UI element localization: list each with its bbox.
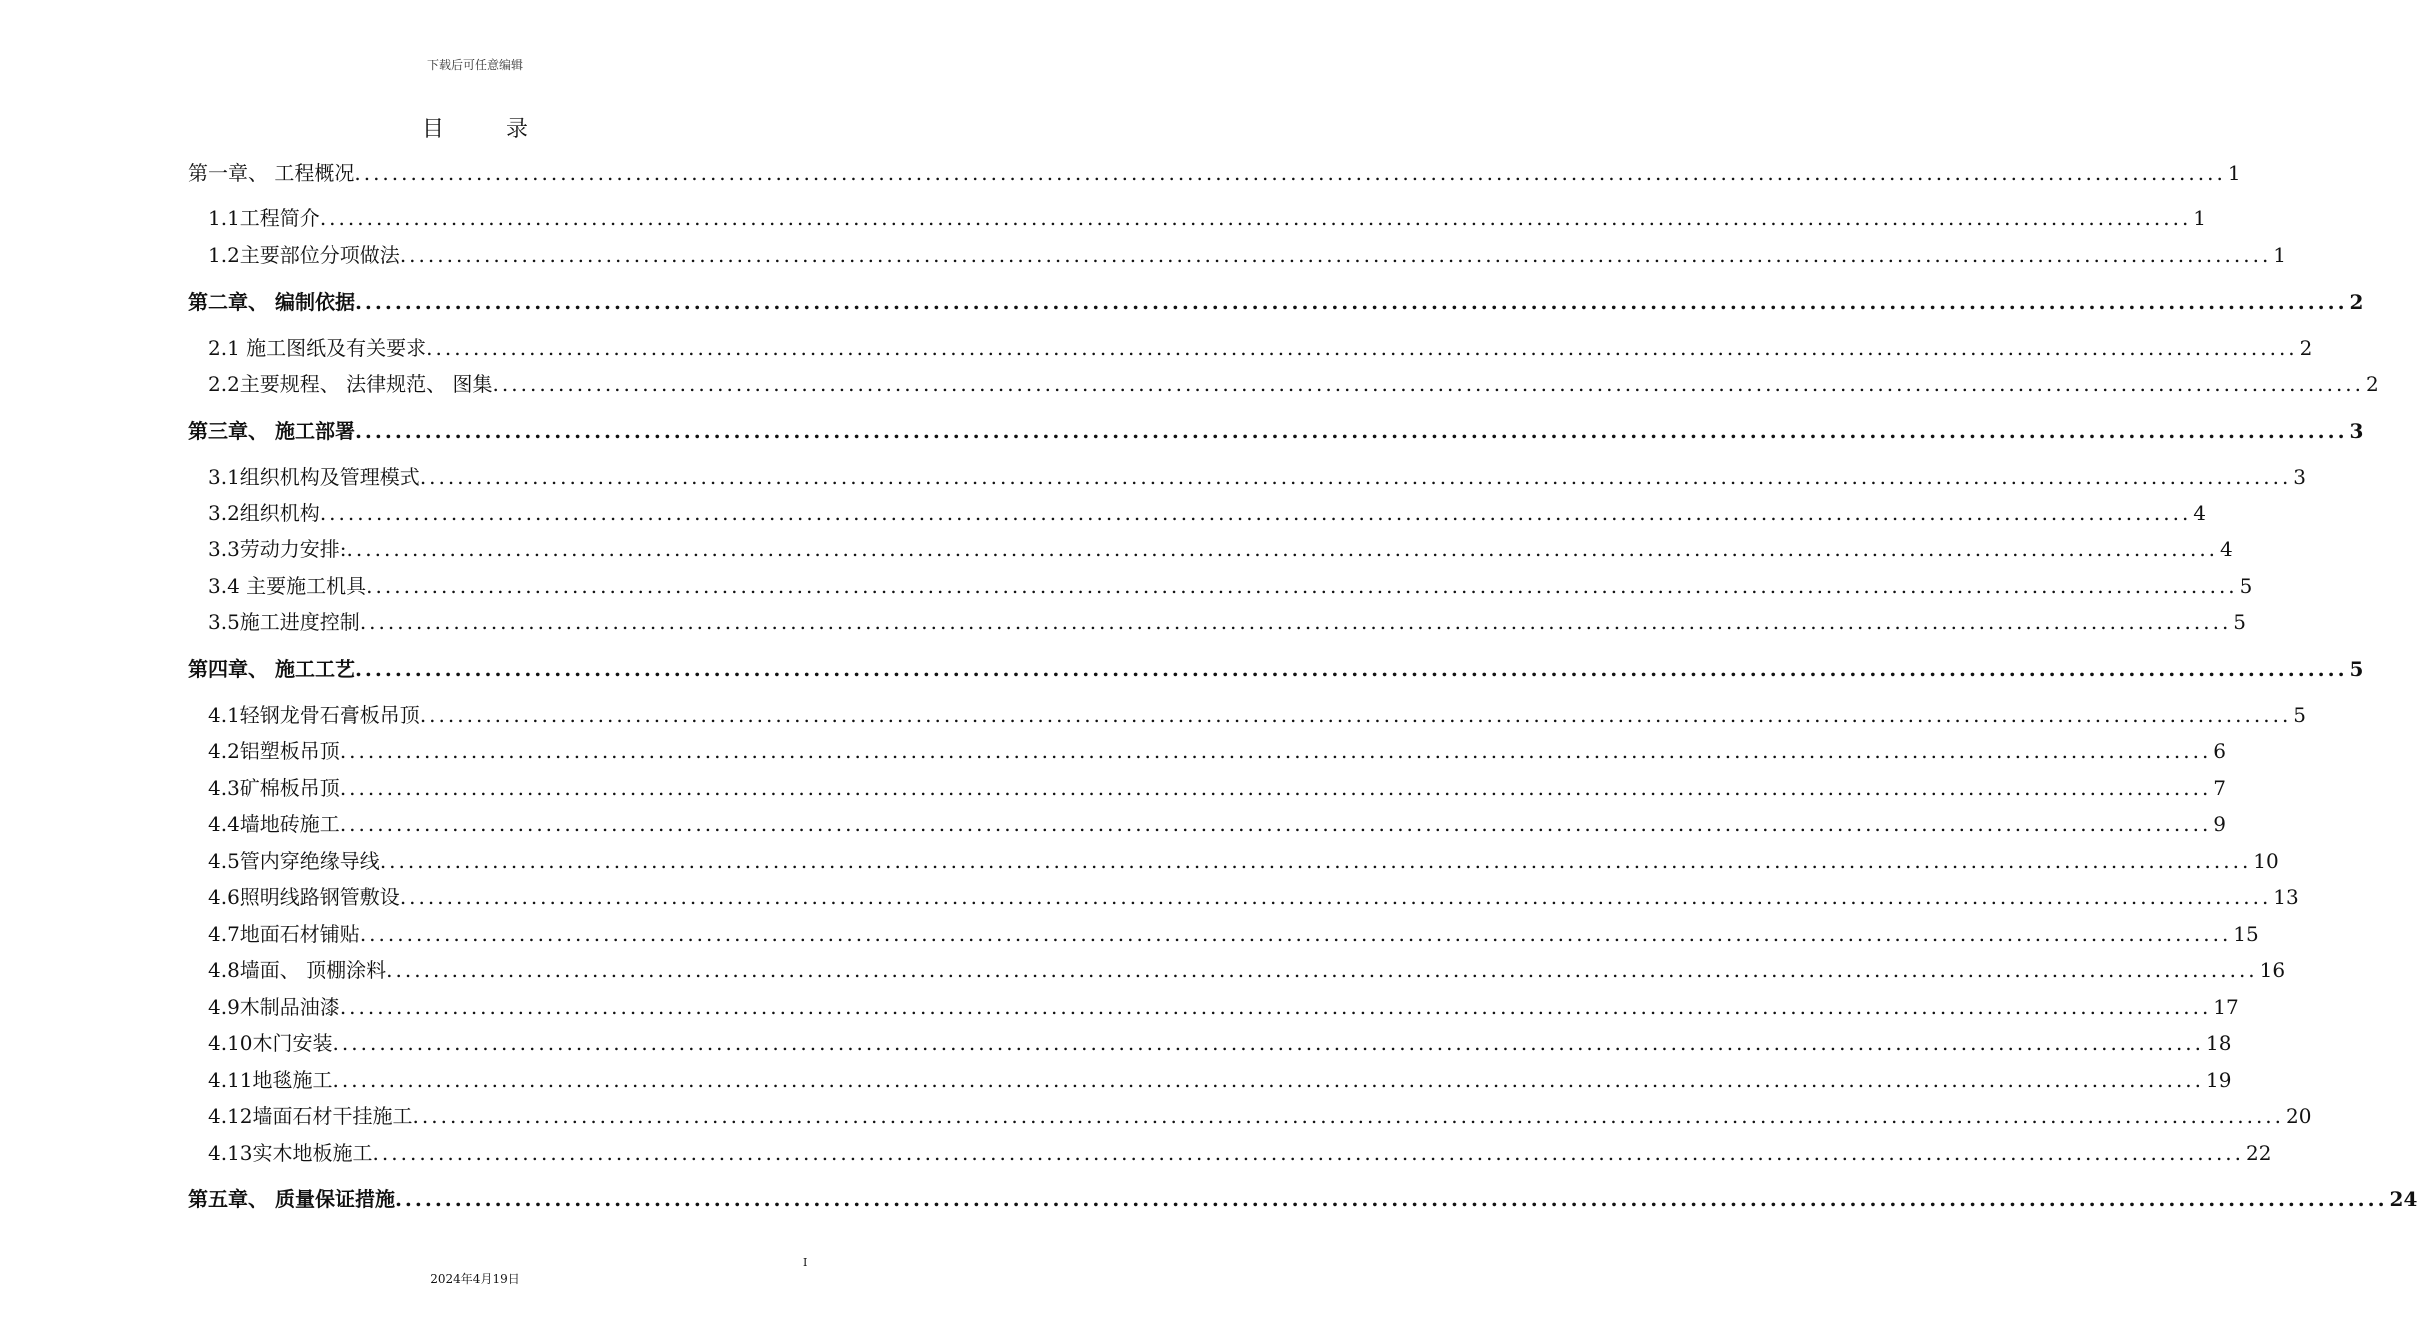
toc-entry-label: 1.1工程简介 (208, 206, 320, 230)
toc-entry-page: 18 (2206, 1031, 2232, 1055)
toc-entry-page: 3 (2349, 419, 2364, 443)
toc-leader-dots: ........................................................................................................................................................................................................ (426, 336, 2298, 360)
footer-date: 2024年4月19日 (430, 1272, 520, 1286)
toc-section-entry[interactable] (208, 991, 2239, 1021)
toc-section-entry[interactable] (208, 918, 2259, 948)
toc-entry-label: 4.12墙面石材干挂施工 (208, 1104, 413, 1128)
toc-entry-label: 4.9木制品油漆 (208, 995, 340, 1019)
toc-entry-label: 4.2铝塑板吊顶 (208, 739, 340, 763)
toc-title (0, 112, 950, 143)
toc-entry-label: 第五章、 质量保证措施 (188, 1187, 395, 1211)
toc-leader-dots: ........................................................................................................................................................................................................ (386, 958, 2258, 982)
toc-leader-dots: ........................................................................................................................................................................................................ (359, 610, 2232, 634)
toc-entry-page: 1 (2227, 161, 2241, 185)
toc-leader-dots: ........................................................................................................................................................................................................ (359, 922, 2232, 946)
toc-leader-dots: ........................................................................................................................................................................................................ (394, 1187, 2388, 1211)
toc-section-entry[interactable] (208, 461, 2307, 491)
toc-section-entry[interactable] (208, 1137, 2272, 1167)
toc-entry-page: 7 (2213, 776, 2227, 800)
toc-entry-page: 5 (2293, 703, 2307, 727)
toc-entry-page: 3 (2293, 465, 2307, 489)
toc-entry-label: 第四章、 施工工艺 (188, 657, 355, 681)
toc-leader-dots: ........................................................................................................................................................................................................ (332, 1031, 2205, 1055)
toc-entry-label: 4.5管内穿绝缘导线 (208, 849, 380, 873)
toc-leader-dots: ........................................................................................................................................................................................................ (339, 739, 2212, 763)
toc-section-entry[interactable] (208, 368, 2379, 398)
toc-leader-dots: ........................................................................................................................................................................................................ (412, 1104, 2285, 1128)
toc-entry-label: 4.7地面石材铺贴 (208, 922, 360, 946)
toc-entry-label: 3.4 主要施工机具 (208, 574, 367, 598)
toc-leader-dots: ........................................................................................................................................................................................................ (339, 776, 2212, 800)
toc-leader-dots: ........................................................................................................................................................................................................ (354, 657, 2348, 681)
toc-entry-page: 22 (2246, 1141, 2272, 1165)
toc-leader-dots: ........................................................................................................................................................................................................ (419, 465, 2292, 489)
toc-entry-label: 3.1组织机构及管理模式 (208, 465, 420, 489)
toc-entry-label: 4.3矿棉板吊顶 (208, 776, 340, 800)
toc-entry-label: 4.10木门安装 (208, 1031, 333, 1055)
toc-entry-page: 5 (2239, 574, 2253, 598)
toc-leader-dots: ........................................................................................................................................................................................................ (346, 537, 2219, 561)
toc-leader-dots: ........................................................................................................................................................................................................ (339, 995, 2212, 1019)
toc-section-entry[interactable] (208, 1100, 2312, 1130)
toc-entry-page: 24 (2389, 1187, 2417, 1211)
toc-section-entry[interactable] (208, 772, 2227, 802)
toc-chapter-entry[interactable] (188, 157, 2241, 187)
toc-chapter-entry[interactable] (188, 653, 2364, 683)
toc-entry-page: 2 (2349, 290, 2364, 314)
toc-chapter-entry[interactable] (188, 286, 2364, 316)
toc-chapter-entry[interactable] (188, 415, 2364, 445)
toc-section-entry[interactable] (208, 808, 2227, 838)
toc-section-entry[interactable] (208, 570, 2253, 600)
toc-leader-dots: ........................................................................................................................................................................................................ (399, 243, 2272, 267)
toc-entry-page: 4 (2220, 537, 2233, 561)
toc-title-left: 目 (421, 117, 444, 142)
toc-leader-dots: ........................................................................................................................................................................................................ (332, 1068, 2205, 1092)
toc-entry-label: 第二章、 编制依据 (188, 290, 355, 314)
toc-entry-page: 6 (2213, 739, 2227, 763)
toc-entry-page: 13 (2273, 885, 2299, 909)
toc-entry-label: 1.2主要部位分项做法 (208, 243, 400, 267)
toc-entry-page: 5 (2349, 657, 2364, 681)
toc-entry-label: 3.3劳动力安排: (208, 537, 347, 561)
toc-entry-page: 2 (2366, 372, 2379, 396)
toc-leader-dots: ........................................................................................................................................................................................................ (354, 419, 2348, 443)
toc-leader-dots: ........................................................................................................................................................................................................ (419, 703, 2292, 727)
toc-entry-label: 第三章、 施工部署 (188, 419, 355, 443)
toc-entry-label: 3.5施工进度控制 (208, 610, 360, 634)
toc-chapter-entry[interactable] (188, 1183, 2417, 1213)
toc-section-entry[interactable] (208, 735, 2227, 765)
toc-entry-label: 2.1 施工图纸及有关要求 (208, 336, 427, 360)
toc-entry-page: 16 (2259, 958, 2286, 982)
page-header: 下载后可任意编辑 (426, 58, 523, 72)
toc-leader-dots: ........................................................................................................................................................................................................ (399, 885, 2272, 909)
toc-title-right: 录 (506, 117, 529, 142)
toc-entry-page: 10 (2253, 849, 2279, 873)
toc-entry-page: 17 (2213, 995, 2239, 1019)
toc-entry-label: 第一章、 工程概况 (188, 161, 355, 185)
toc-leader-dots: ........................................................................................................................................................................................................ (354, 290, 2348, 314)
toc-entry-label: 4.11地毯施工 (208, 1068, 333, 1092)
toc-section-entry[interactable] (208, 881, 2299, 911)
toc-leader-dots: ........................................................................................................................................................................................................ (492, 372, 2365, 396)
toc-entry-page: 1 (2273, 243, 2287, 267)
toc-section-entry[interactable] (208, 202, 2207, 232)
toc-leader-dots: ........................................................................................................................................................................................................ (379, 849, 2252, 873)
toc-entry-page: 9 (2213, 812, 2227, 836)
toc-section-entry[interactable] (208, 239, 2287, 269)
toc-leader-dots: ........................................................................................................................................................................................................ (319, 501, 2192, 525)
toc-section-entry[interactable] (208, 699, 2307, 729)
toc-entry-page: 5 (2233, 610, 2247, 634)
toc-section-entry[interactable] (208, 954, 2286, 984)
toc-section-entry[interactable] (208, 497, 2207, 527)
toc-entry-label: 4.1轻钢龙骨石膏板吊顶 (208, 703, 420, 727)
toc-entry-label: 4.6照明线路钢管敷设 (208, 885, 400, 909)
toc-entry-label: 4.13实木地板施工 (208, 1141, 373, 1165)
toc-entry-label: 3.2组织机构 (208, 501, 320, 525)
toc-entry-label: 4.8墙面、 顶棚涂料 (208, 958, 387, 982)
toc-leader-dots: ........................................................................................................................................................................................................ (354, 161, 2226, 185)
toc-section-entry[interactable] (208, 1064, 2232, 1094)
toc-section-entry[interactable] (208, 1027, 2232, 1057)
toc-leader-dots: ........................................................................................................................................................................................................ (366, 574, 2238, 598)
toc-leader-dots: ........................................................................................................................................................................................................ (319, 206, 2192, 230)
toc-section-entry[interactable] (208, 845, 2279, 875)
toc-entry-label: 2.2主要规程、 法律规范、 图集 (208, 372, 493, 396)
toc-entry-page: 4 (2193, 501, 2207, 525)
toc-entry-page: 2 (2299, 336, 2313, 360)
toc-entry-page: 20 (2286, 1104, 2312, 1128)
toc-entry-page: 15 (2233, 922, 2259, 946)
toc-leader-dots: ........................................................................................................................................................................................................ (372, 1141, 2245, 1165)
toc-entry-label: 4.4墙地砖施工 (208, 812, 340, 836)
toc-entry-page: 19 (2206, 1068, 2232, 1092)
toc-leader-dots: ........................................................................................................................................................................................................ (339, 812, 2212, 836)
toc-section-entry[interactable] (208, 533, 2233, 563)
toc-entry-page: 1 (2193, 206, 2207, 230)
page-number: I (803, 1256, 808, 1269)
toc-section-entry[interactable] (208, 332, 2313, 362)
toc-section-entry[interactable] (208, 606, 2247, 636)
